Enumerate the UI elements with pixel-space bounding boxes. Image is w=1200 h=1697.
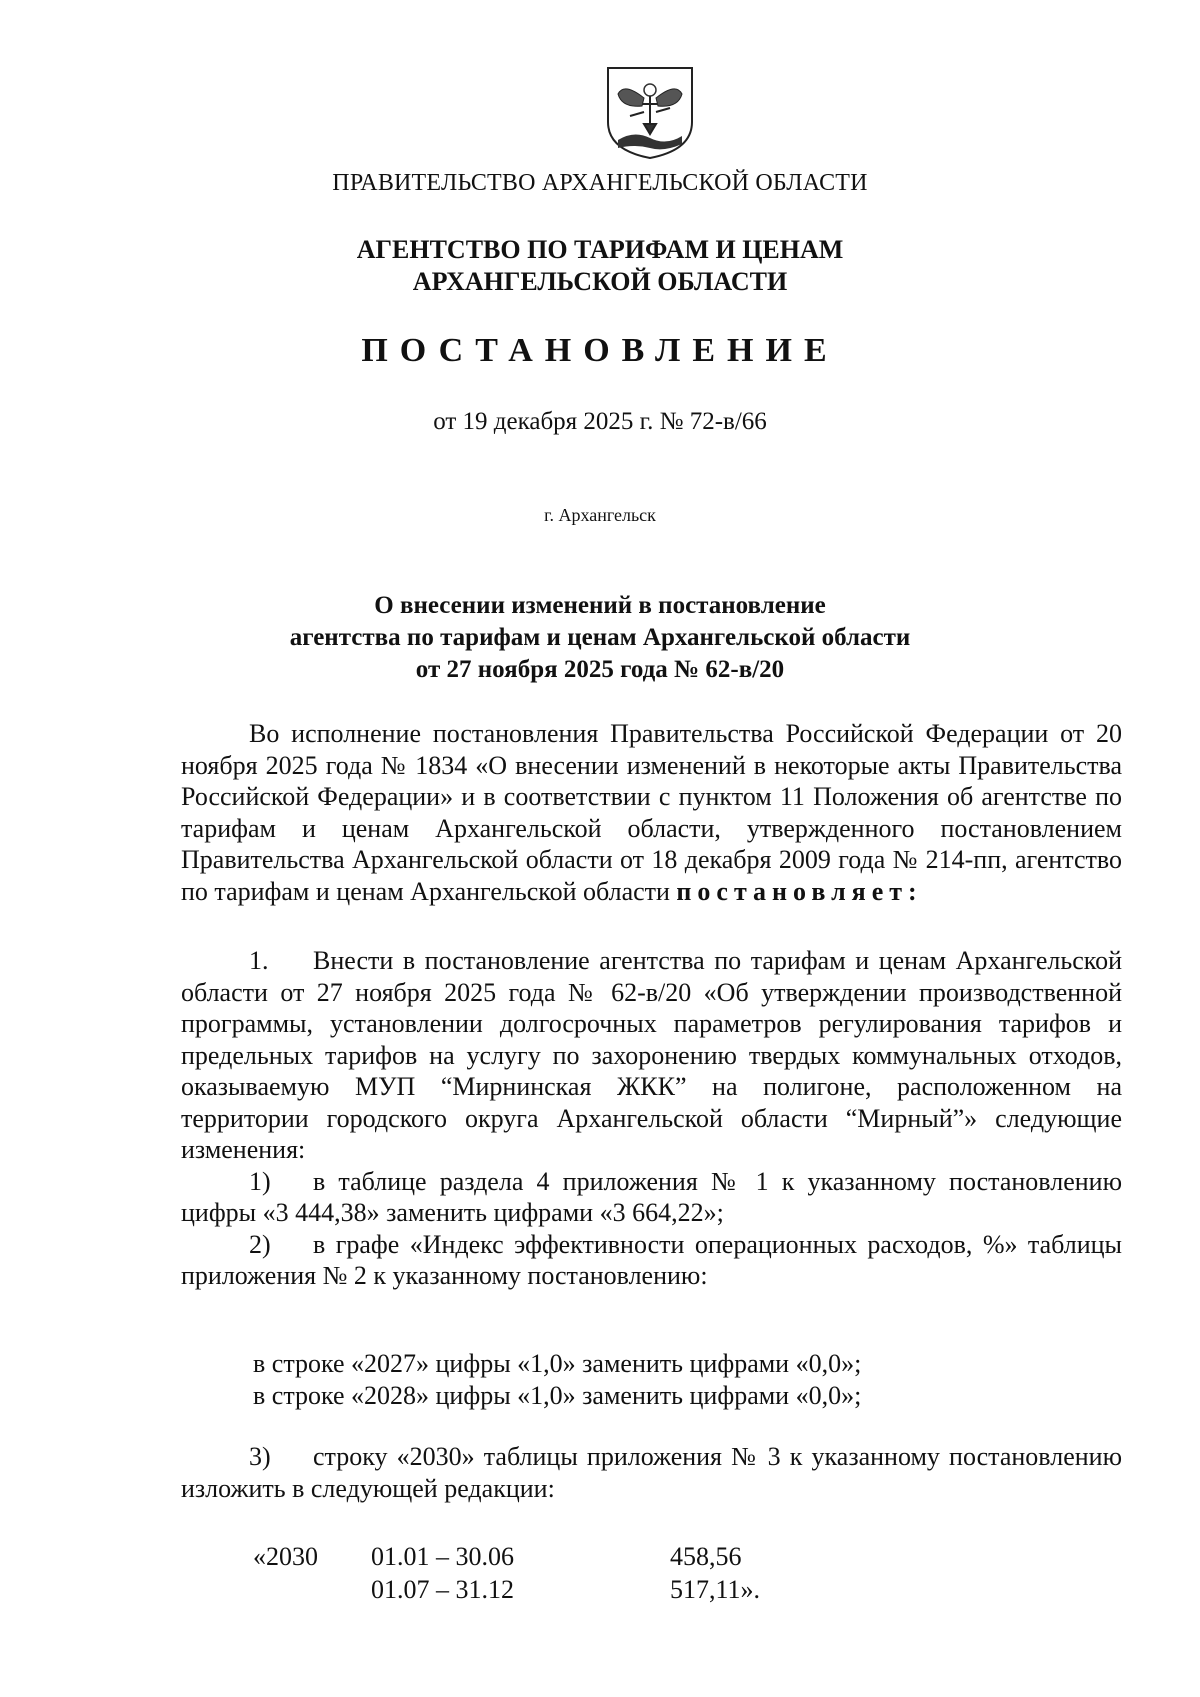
document-subject	[0, 590, 1200, 686]
subitem-3-number: 3)	[249, 1442, 271, 1471]
document-type: ПОСТАНОВЛЕНИЕ	[361, 332, 839, 369]
item-1	[181, 945, 1122, 1166]
subitem-1	[181, 1166, 1122, 1229]
subitem-1-text: в таблице раздела 4 приложения № 1 к указанному постановлению цифры «3 444,38» заменить цифрами «3 664,22»;	[181, 1166, 1122, 1227]
table-cell-year: «2030	[253, 1542, 318, 1571]
subitem-2-number: 2)	[249, 1229, 271, 1259]
subitem-1-number: 1)	[249, 1166, 271, 1196]
row-2027-change: в строке «2027» цифры «1,0» заменить цифрами «0,0»;	[253, 1349, 862, 1378]
subitem-3-text: строку «2030» таблицы приложения № 3 к указанному постановлению изложить в следующей редакции:	[181, 1442, 1122, 1503]
subject-line-1: О внесении изменений в постановление	[374, 592, 826, 619]
items-block	[181, 945, 1122, 1292]
subitem-3-block	[181, 1441, 1122, 1504]
subject-line-3: от 27 ноября 2025 года № 62-в/20	[415, 656, 785, 683]
row-2028-change: в строке «2028» цифры «1,0» заменить цифрами «0,0»;	[253, 1380, 862, 1410]
table-cell-value: 458,56	[670, 1542, 742, 1571]
item-1-number: 1.	[249, 946, 269, 975]
subitem-3	[181, 1441, 1122, 1504]
agency-heading	[0, 234, 1200, 298]
table-cell-period: 01.07 – 31.12	[371, 1575, 514, 1604]
table-cell-value: 517,11».	[670, 1575, 761, 1604]
agency-heading-line-2: АРХАНГЕЛЬСКОЙ ОБЛАСТИ	[412, 267, 788, 296]
item-1-text: Внести в постановление агентства по тарифам и ценам Архангельской области от 27 ноября 2025 года № 62-в/20 «Об утверждении производственной программы, установлении долгосрочных параметров регулирования тарифов и предельных тарифов на услугу по захоронению твердых коммунальных отходов, оказываемую МУП “Мирнинская ЖКК” на полигоне, расположенном на территории городского округа Архангельской области “Мирный”» следующие изменения:	[181, 946, 1122, 1164]
resolves-keyword: постановляет:	[676, 876, 923, 906]
government-heading: ПРАВИТЕЛЬСТВО АРХАНГЕЛЬСКОЙ ОБЛАСТИ	[332, 170, 868, 196]
document-city: г. Архангельск	[544, 505, 656, 525]
preamble-block	[181, 718, 1122, 907]
agency-heading-line-1: АГЕНТСТВО ПО ТАРИФАМ И ЦЕНАМ	[356, 235, 844, 264]
subject-line-2: агентства по тарифам и ценам Архангельской области	[289, 624, 911, 651]
table-cell-period: 01.01 – 30.06	[371, 1542, 514, 1571]
row-changes-block	[253, 1348, 1122, 1411]
subitem-2-text: в графе «Индекс эффективности операционных расходов, %» таблицы приложения № 2 к указанному постановлению:	[181, 1229, 1122, 1290]
preamble-paragraph	[181, 718, 1122, 907]
subitem-2	[181, 1229, 1122, 1292]
preamble-text: Во исполнение постановления Правительства Российской Федерации от 20 ноября 2025 года № 1834 «О внесении изменений в некоторые акты Правительства Российской Федерации» и в соответствии с пунктом 11 Положения об агентстве по тарифам и ценам Архангельской области, утвержденного постановлением Правительства Архангельской области от 18 декабря 2009 года № 214-пп, агентство по тарифам и ценам Архангельской области	[181, 719, 1122, 906]
archangel-coat-of-arms-icon	[604, 64, 696, 160]
document-date-number: от 19 декабря 2025 г. № 72-в/66	[433, 408, 767, 435]
